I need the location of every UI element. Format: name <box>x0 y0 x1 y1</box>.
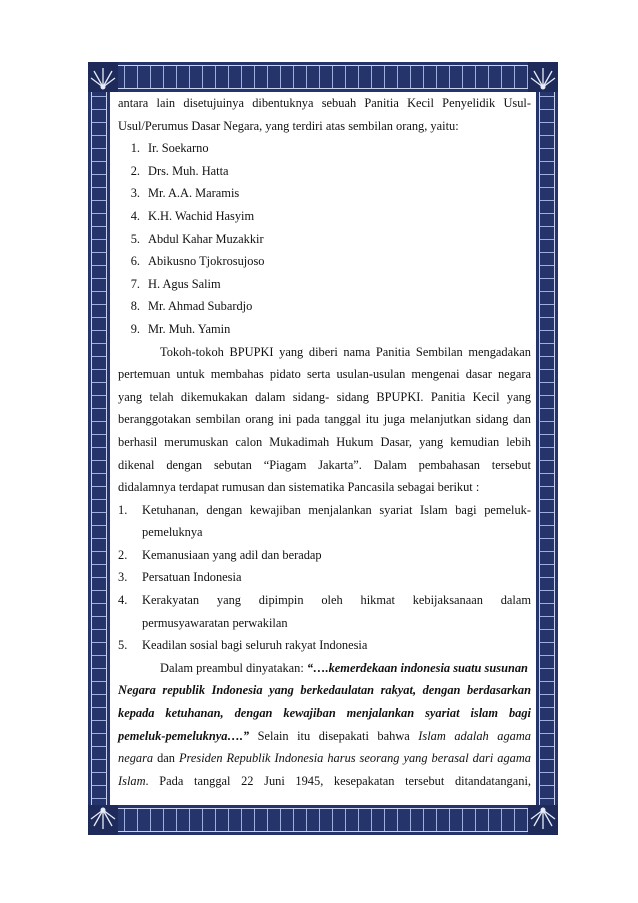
paragraph-line <box>118 725 531 748</box>
list-item <box>122 273 533 296</box>
list-number: 6. <box>130 254 140 269</box>
list-item <box>122 182 533 205</box>
intro-line: antara lain disetujuinya dibentuknya sebuah Panitia Kecil Penyelidik Usul- <box>118 96 531 110</box>
list-number: 1. <box>130 141 140 156</box>
sila-text: Ketuhanan, dengan kewajiban menjalankan syariat Islam bagi pemeluk- <box>142 502 531 517</box>
quote-text: “….kemerdekaan indonesia suatu susunan <box>306 660 528 675</box>
member-name: Mr. Muh. Yamin <box>148 321 231 336</box>
member-name: H. Agus Salim <box>148 276 221 291</box>
list-number: 3. <box>118 570 128 585</box>
italic-text: Islam adalah agama <box>418 728 531 743</box>
list-number: 8. <box>130 299 140 314</box>
italic-text: Islam <box>118 773 146 788</box>
plain-text: Dalam preambul dinyatakan: <box>160 660 307 675</box>
paragraph-line: yang telah dikemukakan dalam sidang- sidang BPUPKI. Panitia Kecil yang <box>118 389 531 404</box>
list-item <box>122 250 533 273</box>
paragraph-line: berhasil merumuskan calon Mukadimah Hukum Dasar, yang kemudian lebih <box>118 434 531 449</box>
sila-text: permusyawaratan perwakilan <box>142 615 288 630</box>
list-item <box>122 318 533 341</box>
ornament-corner-icon <box>528 62 558 92</box>
list-number: 4. <box>130 208 140 223</box>
list-number: 9. <box>130 321 140 336</box>
list-number: 4. <box>118 593 128 608</box>
ornament-corner-icon <box>528 805 558 835</box>
paragraph-line <box>118 657 531 680</box>
sila-text: Persatuan Indonesia <box>142 570 242 585</box>
plain-text: Selain itu disepakati bahwa <box>249 728 419 743</box>
list-item <box>118 499 531 544</box>
plain-text: dan <box>153 751 179 766</box>
member-name: Abikusno Tjokrosujoso <box>148 254 265 269</box>
italic-text: Presiden Republik Indonesia harus seorang yang berasal dari agama <box>178 751 531 766</box>
sila-text: Kemanusiaan yang adil dan beradap <box>142 547 322 562</box>
ornament-corner-icon <box>88 805 118 835</box>
list-item <box>118 566 531 589</box>
quote-text: Negara republik Indonesia yang berkedaulatan rakyat, dengan berdasarkan <box>118 683 531 698</box>
list-number: 2. <box>130 163 140 178</box>
paragraph-line <box>118 747 531 770</box>
page-border-right <box>536 62 558 835</box>
intro-line: Usul/Perumus Dasar Negara, yang terdiri atas sembilan orang, yaitu: <box>118 118 459 133</box>
member-name: Ir. Soekarno <box>148 141 209 156</box>
list-number: 5. <box>130 231 140 246</box>
member-name: Abdul Kahar Muzakkir <box>148 231 264 246</box>
list-number: 7. <box>130 276 140 291</box>
list-number: 2. <box>118 547 128 562</box>
list-item <box>122 228 533 251</box>
sila-text: Keadilan sosial bagi seluruh rakyat Indonesia <box>142 638 368 653</box>
list-item <box>122 295 533 318</box>
pancasila-list <box>118 499 531 657</box>
document-text <box>118 92 531 792</box>
list-item <box>118 634 531 657</box>
list-item <box>118 589 531 634</box>
list-number: 3. <box>130 186 140 201</box>
member-name: Drs. Muh. Hatta <box>148 163 229 178</box>
quote-text: kepada ketuhanan, dengan kewajiban menjalankan syariat islam bagi <box>118 706 531 721</box>
list-number: 1. <box>118 502 128 517</box>
page-border-bottom <box>88 805 558 835</box>
quote-text: pemeluk-pemeluknya….” <box>118 728 250 743</box>
paragraph-line: Tokoh-tokoh BPUPKI yang diberi nama Panitia Sembilan mengadakan <box>160 344 531 359</box>
members-list <box>118 137 531 340</box>
member-name: K.H. Wachid Hasyim <box>148 208 255 223</box>
sila-text: pemeluknya <box>142 525 203 540</box>
ornament-corner-icon <box>88 62 118 92</box>
list-item <box>118 544 531 567</box>
paragraph-line <box>118 770 531 793</box>
paragraph-line: didalamnya terdapat rumusan dan sistematika Pancasila sebagai berikut : <box>118 480 480 495</box>
italic-text: negara <box>118 751 154 766</box>
list-item <box>122 160 533 183</box>
list-number: 5. <box>118 638 128 653</box>
paragraph-line: beranggotakan sembilan orang ini pada tanggal itu juga melanjutkan sidang dan <box>118 412 531 427</box>
paragraph-line: dikenal dengan sebutan “Piagam Jakarta”. Dalam pembahasan tersebut <box>118 457 531 472</box>
list-item <box>122 205 533 228</box>
sila-text: Kerakyatan yang dipimpin oleh hikmat kebijaksanaan dalam <box>142 593 531 608</box>
member-name: Mr. Ahmad Subardjo <box>148 299 253 314</box>
list-item <box>122 137 533 160</box>
page-border-top <box>88 62 558 92</box>
paragraph-line: pertemuan untuk membahas pidato serta usulan-usulan mengenai dasar negara <box>118 367 531 382</box>
plain-text: . Pada tanggal 22 Juni 1945, kesepakatan tersebut ditandatangani, <box>145 773 531 788</box>
page-border-left <box>88 62 110 835</box>
member-name: Mr. A.A. Maramis <box>148 186 240 201</box>
